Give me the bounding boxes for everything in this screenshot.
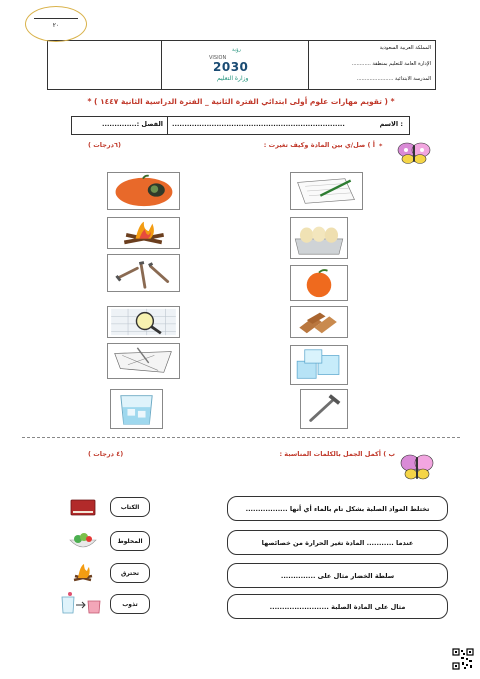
- rusty-nails-image[interactable]: [107, 254, 180, 292]
- section-a-marker: *: [379, 142, 383, 150]
- dissolving-icon: [58, 591, 104, 617]
- section-b-grade: (٤ درجات ): [88, 450, 124, 458]
- wood-pieces-image[interactable]: [290, 306, 348, 338]
- section-b-instruction: ب ) أكمل الجمل بالكلمات المناسبة :: [279, 450, 395, 458]
- section-divider: [22, 437, 460, 438]
- water-glass-image[interactable]: [110, 389, 163, 429]
- qr-code-icon: [452, 648, 474, 670]
- section-a-instruction: أ ) صل/ي بين المادة وكيف تغيرت :: [263, 141, 375, 149]
- vision-year: 2030: [213, 60, 249, 74]
- book-icon: [68, 497, 98, 517]
- word-mixture[interactable]: المخلوط: [110, 531, 150, 551]
- kingdom-label: المملكة العربية السعودية: [379, 45, 431, 51]
- rotten-orange-image[interactable]: [107, 172, 180, 210]
- paper-pencil-image[interactable]: [290, 172, 363, 210]
- name-label: الاسم :: [379, 120, 403, 128]
- score-cell: [48, 41, 162, 89]
- ministry-name: وزارة التعليم: [217, 75, 249, 82]
- vision-2030-logo: [207, 47, 267, 85]
- egg-carton-image[interactable]: [290, 217, 348, 259]
- butterfly-icon: [400, 453, 434, 483]
- nail-image[interactable]: [300, 389, 348, 429]
- exam-title: * ( تقويم مهارات علوم أولى ابتدائي الفترة الثانية _ الفترة الدراسية الثانية ١٤٤٧ ) *: [87, 97, 395, 106]
- sentence-2[interactable]: عندما ........... المادة تغير الحرارة من خصائصها: [227, 530, 448, 555]
- name-class-separator: [167, 117, 168, 134]
- word-burn[interactable]: تحترق: [110, 563, 150, 583]
- section-a-grade: (٦درجات ): [88, 141, 121, 149]
- total-score: ٢٠: [52, 22, 60, 29]
- sentence-1[interactable]: تختلط المواد الصلبة بشكل تام بالماء أي أنها .................: [227, 496, 448, 521]
- class-field[interactable]: الفصل :..............: [102, 120, 163, 128]
- admin-label: الإدارة العامة للتعليم بمنطقة ............: [351, 61, 431, 67]
- vision-arabic: رؤية: [232, 47, 241, 53]
- school-label: المدرسة الابتدائية .......................: [356, 76, 431, 82]
- word-dissolve[interactable]: تذوب: [110, 594, 150, 614]
- sentence-4[interactable]: مثال على المادة الصلبة ........................: [227, 594, 448, 619]
- orange-image[interactable]: [290, 265, 348, 301]
- vision-word: VISION: [209, 55, 227, 61]
- butterfly-icon: [397, 142, 431, 164]
- school-info-cell: [308, 41, 435, 89]
- salad-icon: [68, 530, 98, 552]
- word-book[interactable]: الكتاب: [110, 497, 150, 517]
- burning-wood-image[interactable]: [107, 217, 180, 249]
- sentence-3[interactable]: سلطة الخضار مثال على ..............: [227, 563, 448, 588]
- magnifying-glass-image[interactable]: [107, 306, 180, 338]
- ice-cubes-image[interactable]: [290, 345, 348, 385]
- name-field[interactable]: ......................................................................: [172, 120, 345, 128]
- cut-paper-image[interactable]: [107, 343, 180, 379]
- score-line: [34, 18, 78, 19]
- fire-icon: [68, 560, 98, 584]
